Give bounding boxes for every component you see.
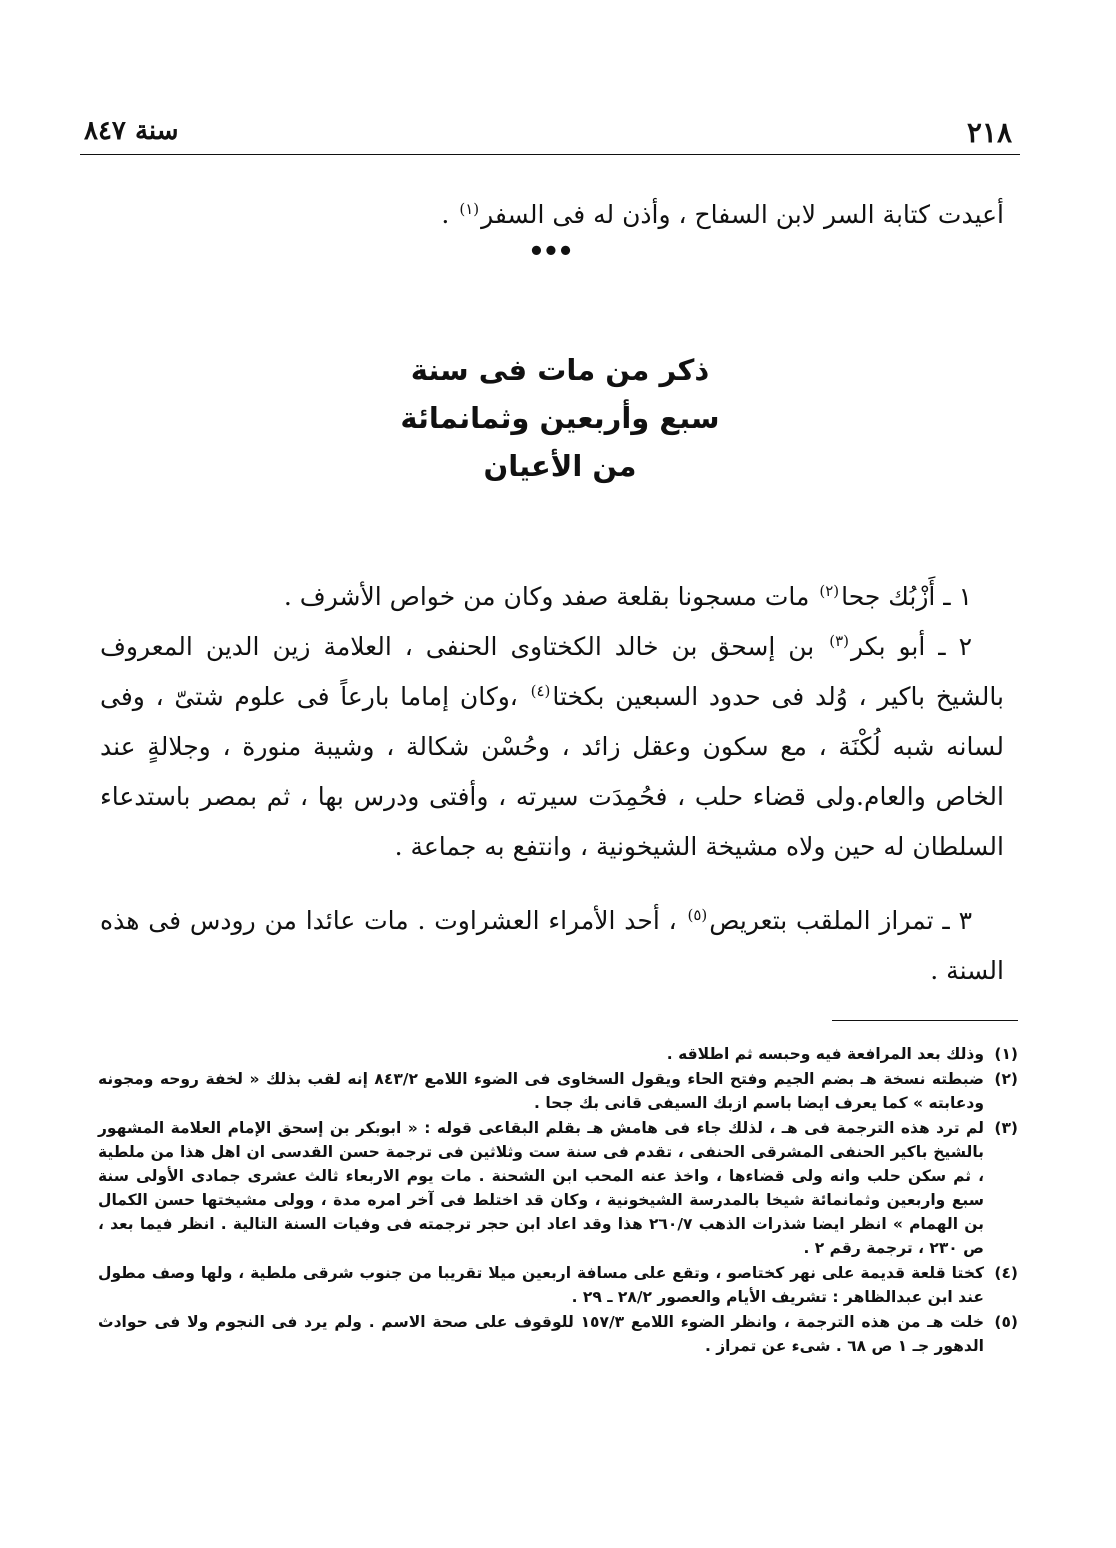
footnote-ref: (٥) [687, 905, 708, 924]
footnote-number: (٣) [994, 1119, 1018, 1137]
footnote-text: لم ترد هذه الترجمة فى هـ ، لذلك جاء فى هامش هـ بقلم البقاعى قوله : « ابوبكر بن إسحق الإمام العلامة المشهور بالشيخ باكير الحنفى المشرقى الحنفى ، تقدم فى سنة ست وثلاثين فى ترجمة حسن القدسى ان اهل هذا من ملطية ، ثم سكن حلب وانه ولى قضاءها ، واخذ عنه المحب ابن الشحنة . مات يوم الاربعاء ثالث عشرى جمادى الأولى سنة سبع واربعين وثمانمائة شيخا بالمدرسة الشيخونية ، وكان قد اختلط فى آخر امره مدة ، وولى مشيختها حسن الكمال بن الهمام » انظر ايضا شذرات الذهب ٢٦٠/٧ هذا وقد اعاد ابن حجر ترجمته فى وفيات السنة التالية . انظر فيما بعد ، ص ٢٣٠ ، ترجمة رقم ٢ . [98, 1119, 984, 1257]
footnote-text: كختا قلعة قديمة على نهر كختاصو ، وتقع على مسافة اربعين ميلا تقريبا من جنوب شرقى ملطية ، ولها وصف مطول عند ابن عبدالظاهر : تشريف الأيام والعصور ٢٨/٢ ـ ٢٩ . [98, 1264, 984, 1306]
entry-2 [100, 622, 1004, 872]
header-rule [80, 154, 1020, 155]
footnote-4 [98, 1261, 1018, 1309]
footnote-2 [98, 1067, 1018, 1115]
entry-text: ،وكان إماما بارعاً فى علوم شتىّ ، وفى لسانه شبه لُكْنَة ، مع سكون وعقل زائد ، وحُسْن شكالة ، وشيبة منورة ، وجلالةٍ عند الخاص والعام.ولى قضاء حلب ، فحُمِدَت سيرته ، وأفتى ودرس بها ، ثم بمصر باستدعاء السلطان له حين ولاه مشيخة الشيخونية ، وانتفع به جماعة . [100, 682, 1004, 861]
heading-line-3: من الأعيان [483, 449, 637, 483]
footnote-ref: (١) [459, 199, 480, 218]
opening-text: أعيدت كتابة السر لابن السفاح ، وأذن له فى السفر [481, 200, 1004, 229]
footnote-number: (٤) [994, 1264, 1018, 1282]
footnote-text: وذلك بعد المرافعة فيه وحبسه ثم اطلاقه . [666, 1045, 984, 1063]
footnote-number: (٢) [994, 1070, 1018, 1088]
footnote-number: (١) [994, 1045, 1018, 1063]
heading-line-1: ذكر من مات فى سنة [410, 353, 710, 387]
entries-list [100, 572, 1004, 996]
entry-text: ٣ ـ تمراز الملقب بتعريص [709, 906, 972, 935]
section-separator: ••• [528, 237, 572, 267]
footnote-text: ضبطته نسخة هـ بضم الجيم وفتح الحاء ويقول السخاوى فى الضوء اللامع ٨٤٣/٢ إنه لقب بذلك « لخفة روحه ومجونه ودعابته » كما يعرف ايضا باسم ازبك السيفى قانى بك جحا . [98, 1070, 985, 1112]
section-heading [300, 346, 820, 490]
running-header [80, 112, 1020, 152]
footnote-1 [98, 1042, 1018, 1066]
entry-text: بن إسحق بن خالد الكختاوى الحنفى ، العلامة زين الدين المعروف بالشيخ باكير ، وُلد فى حدود السبعين بكختا [100, 632, 1004, 711]
footnote-number: (٥) [994, 1313, 1018, 1331]
entry-text: ١ ـ أَزْبُك جحا [841, 582, 972, 611]
entry-1 [100, 572, 1004, 622]
footnote-3 [98, 1116, 1018, 1260]
entry-text: ٢ ـ أبو بكر [851, 632, 973, 661]
heading-line-2: سبع وأربعين وثمانمائة [400, 401, 720, 435]
entry-3 [100, 896, 1004, 996]
header-year: سنة ٨٤٧ [84, 116, 179, 146]
footnote-rule [832, 1020, 1018, 1021]
page-number: ٢١٨ [966, 116, 1012, 149]
footnotes [98, 1042, 1018, 1359]
footnote-ref: (٣) [829, 631, 849, 650]
footnote-ref: (٤) [530, 681, 551, 700]
footnote-ref: (٢) [819, 581, 840, 600]
entry-text: ، أحد الأمراء العشراوت . مات عائدا من رودس فى هذه السنة . [100, 906, 1004, 985]
entry-text: مات مسجونا بقلعة صفد وكان من خواص الأشرف . [283, 582, 818, 611]
opening-text-end: . [441, 200, 458, 229]
footnote-5 [98, 1310, 1018, 1358]
footnote-text: خلت هـ من هذه الترجمة ، وانظر الضوء اللامع ١٥٧/٣ للوقوف على صحة الاسم . ولم يرد فى النجوم ولا فى حوادث الدهور جـ ١ ص ٦٨ . شىء عن تمراز . [98, 1313, 984, 1355]
